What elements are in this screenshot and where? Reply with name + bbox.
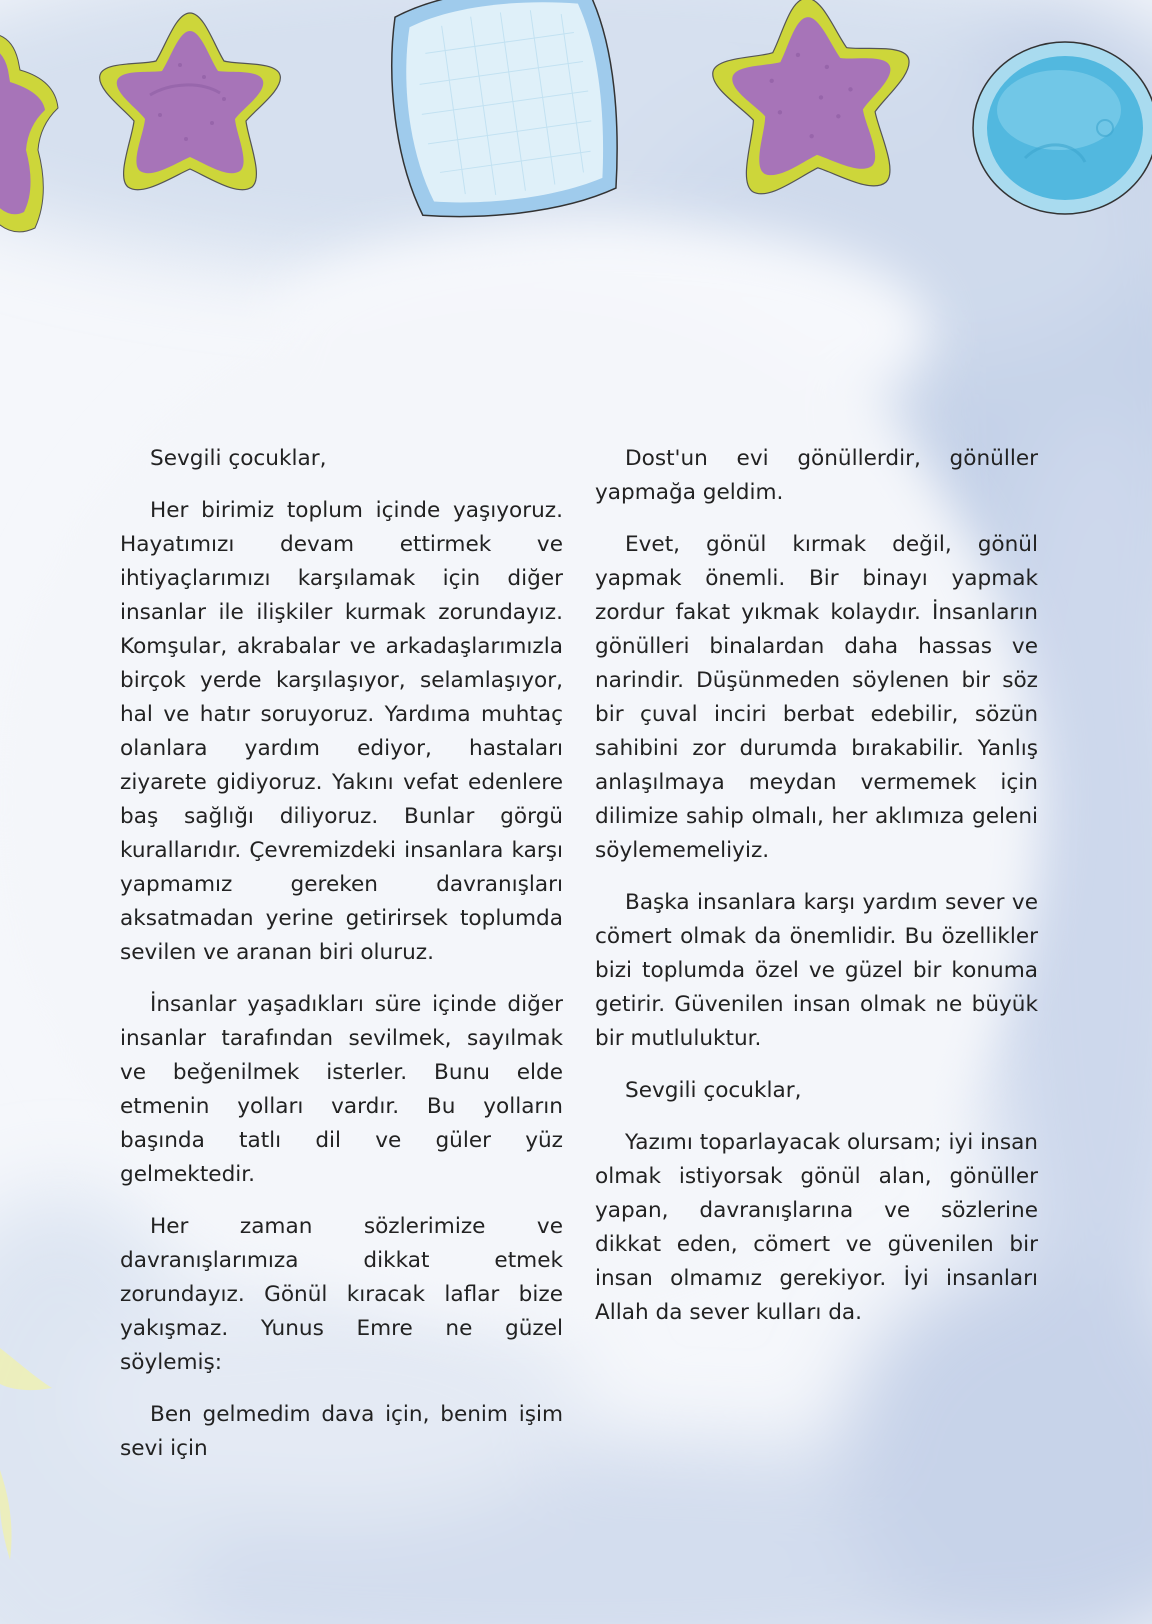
paragraph: İnsanlar yaşadıkları süre içinde diğer insanlar tarafından sevilmek, sayılmak ve beğenilmek isterler. Bunu elde etmenin yolları vardır. Bu yolların başında tatlı dil ve güler yüz gelmektedir. [120, 992, 563, 1187]
paragraph: Yazımı toparlayacak olursam; iyi insan olmak istiyorsak gönül alan, gönüller yapan, davranışlarına ve sözlerine dikkat eden, cömert ve güvenilen bir insan olmamız gerekiyor. İyi insanları Allah da sever kulları da. [595, 1130, 1038, 1325]
paragraph: Evet, gönül kırmak değil, gönül yapmak önemli. Bir binayı yapmak zordur fakat yıkmak kolaydır. İnsanların gönülleri binalardan daha hassas ve narindir. Düşünmeden söylenen bir söz bir çuval inciri berbat edebilir, sözün sahibini zor durumda bırakabilir. Yanlış anlaşılmaya meydan vermemek için dilimize sahip olmalı, her aklımıza geleni söylememeliyiz. [595, 532, 1038, 863]
right-column [595, 442, 1038, 1348]
poem-line: Ben gelmedim dava için, benim işim sevi için [120, 1402, 563, 1461]
paragraph: Her zaman sözlerimize ve davranışlarımıza dikkat etmek zorundayız. Gönül kıracak laflar bize yakışmaz. Yunus Emre ne güzel söylemiş: [120, 1214, 563, 1375]
paragraph: Her birimiz toplum içinde yaşıyoruz. Hayatımızı devam ettirmek ve ihtiyaçlarımızı karşılamak için diğer insanlar ile ilişkiler kurmak zorundayız. Komşular, akrabalar ve arkadaşlarımızla birçok yerde karşılaşıyor, selamlaşıyor, hal ve hatır soruyoruz. Yardıma muhtaç olanlara yardım ediyor, hastaları ziyarete gidiyoruz. Yakını vefat edenlere baş sağlığı diliyoruz. Bunlar görgü kurallarıdır. Çevremizdeki insanlara karşı yapmamız gereken davranışları aksatmadan yerine getirirsek toplumda sevilen ve aranan biri oluruz. [120, 498, 563, 965]
paragraph: Başka insanlara karşı yardım sever ve cömert olmak da önemlidir. Bu özellikler bizi toplumda özel ve güzel bir konuma getirir. Güvenilen insan olmak ne büyük bir mutluluktur. [595, 890, 1038, 1051]
paragraph-greeting: Sevgili çocuklar, [150, 446, 327, 471]
left-column [120, 442, 563, 1484]
paragraph-greeting: Sevgili çocuklar, [625, 1078, 802, 1103]
poem-line: Dost'un evi gönüllerdir, gönüller yapmağa geldim. [595, 446, 1038, 505]
